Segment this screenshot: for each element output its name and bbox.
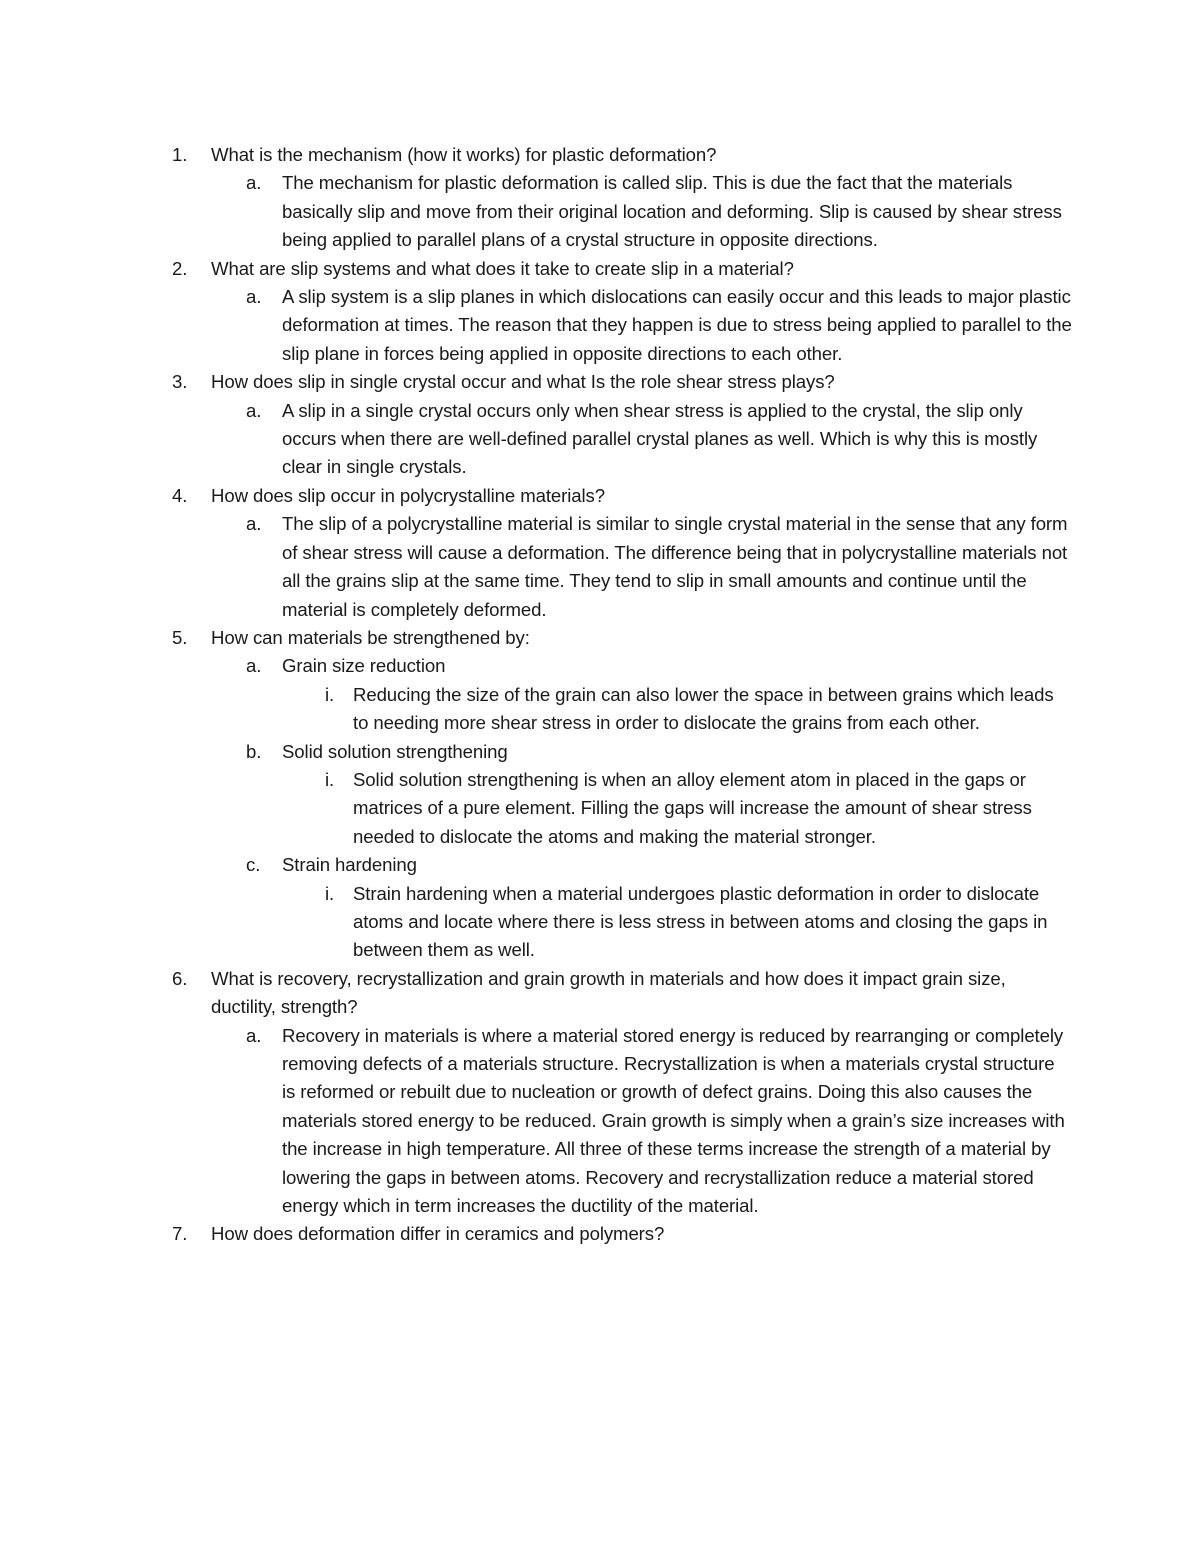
answer-text: A slip system is a slip planes in which dislocations can easily occur and this leads to major plastic deformation at times. The reason that they happen is due to stress being applied to parallel to the slip plane in forces being applied in opposite directions to each other. (282, 286, 1072, 364)
question-text: How does slip occur in polycrystalline materials? (211, 484, 605, 506)
answer-3a (172, 397, 1072, 482)
question-number: 6. (172, 967, 188, 989)
answer-2a (172, 283, 1072, 368)
answer-letter: a. (246, 286, 262, 308)
question-number: 2. (172, 257, 188, 279)
question-number: 7. (172, 1223, 188, 1245)
answer-letter: a. (246, 1024, 262, 1046)
answer-text: Reducing the size of the grain can also lower the space in between grains which leads to needing more shear stress in order to dislocate the grains from each other. (353, 683, 1054, 734)
sub-numeral: i. (325, 768, 335, 790)
answer-text: Recovery in materials is where a material stored energy is reduced by rearranging or completely removing defects of a materials structure. Recrystallization is when a materials crystal structure is reformed or rebuilt due to nucleation or growth of defect grains. Doing this also causes the materials stored energy to be reduced. Grain growth is simply when a grain’s size increases with the increase in high temperature. All three of these terms increase the strength of a material by lowering the gaps in between atoms. Recovery and recrystallization reduce a material stored energy which in term increases the ductility of the material. (282, 1024, 1065, 1217)
sub-numeral: i. (325, 683, 335, 705)
question-number: 1. (172, 144, 188, 165)
question-text: What is recovery, recrystallization and grain growth in materials and how does it impact grain size, ductility, strength? (211, 967, 1006, 1018)
answer-5a-i (172, 681, 1072, 738)
question-text: What is the mechanism (how it works) for plastic deformation? (211, 144, 717, 165)
answer-text: Solid solution strengthening is when an alloy element atom in placed in the gaps or matrices of a pure element. Filling the gaps will increase the amount of shear stress needed to dislocate the atoms and making the material stronger. (353, 768, 1032, 847)
answer-text: Strain hardening when a material undergoes plastic deformation in order to dislocate atoms and locate where there is less stress in between atoms and closing the gaps in between them as well. (353, 882, 1048, 961)
part-letter: a. (246, 655, 262, 677)
question-number: 4. (172, 484, 188, 506)
part-letter: c. (246, 854, 261, 876)
question-number: 3. (172, 371, 188, 393)
part-5b (172, 738, 1072, 766)
part-letter: b. (246, 740, 262, 762)
answer-text: The slip of a polycrystalline material is similar to single crystal material in the sense that any form of shear stress will cause a deformation. The difference being that in polycrystalline materials not all the grains slip at the same time. They tend to slip in small amounts and continue until the material is completely deformed. (282, 513, 1068, 620)
question-6 (172, 965, 1072, 1022)
answer-1a (172, 169, 1072, 254)
answer-text: A slip in a single crystal occurs only when shear stress is applied to the crystal, the slip only occurs when there are well-defined parallel crystal planes as well. Which is why this is mostly clear in single crystals. (282, 399, 1038, 478)
answer-letter: a. (246, 399, 262, 421)
question-7 (172, 1220, 1072, 1248)
answer-5c-i (172, 880, 1072, 965)
question-4 (172, 482, 1072, 510)
question-list (172, 141, 1072, 1249)
answer-6a (172, 1022, 1072, 1221)
answer-letter: a. (246, 513, 262, 535)
answer-5b-i (172, 766, 1072, 851)
question-1 (172, 141, 1072, 169)
question-5 (172, 624, 1072, 652)
part-5a (172, 652, 1072, 680)
part-title: Grain size reduction (282, 655, 446, 677)
question-3 (172, 368, 1072, 396)
question-text: How does deformation differ in ceramics and polymers? (211, 1223, 665, 1245)
question-text: What are slip systems and what does it take to create slip in a material? (211, 257, 794, 279)
question-2 (172, 255, 1072, 283)
sub-numeral: i. (325, 882, 335, 904)
answer-4a (172, 510, 1072, 624)
part-title: Strain hardening (282, 854, 417, 876)
part-5c (172, 851, 1072, 879)
answer-letter: a. (246, 172, 262, 194)
question-text: How can materials be strengthened by: (211, 626, 530, 648)
answer-text: The mechanism for plastic deformation is called slip. This is due the fact that the materials basically slip and move from their original location and deforming. Slip is caused by shear stress being applied to parallel plans of a crystal structure in opposite directions. (282, 172, 1062, 251)
question-text: How does slip in single crystal occur and what Is the role shear stress plays? (211, 371, 835, 393)
part-title: Solid solution strengthening (282, 740, 508, 762)
question-number: 5. (172, 626, 188, 648)
